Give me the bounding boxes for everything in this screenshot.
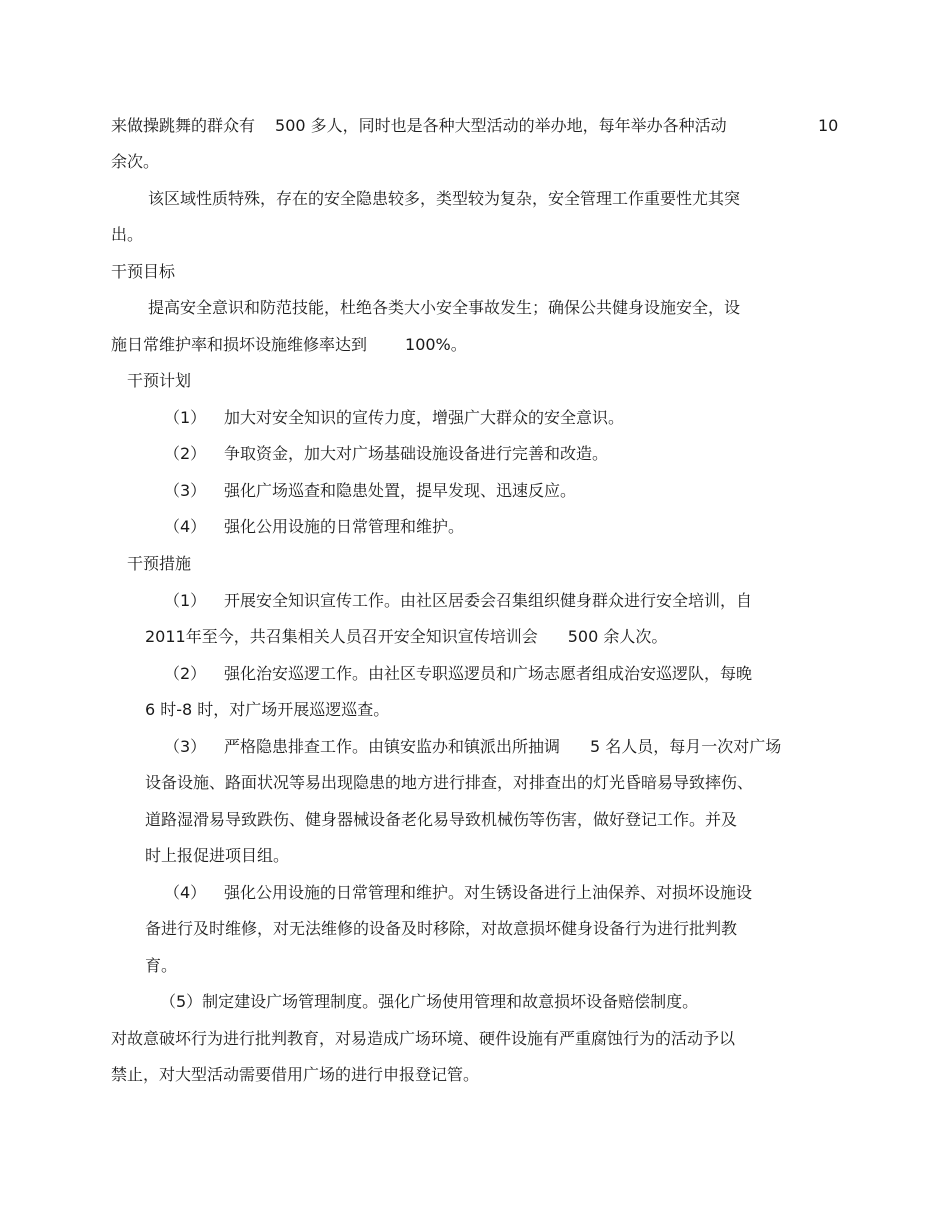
measure-text: 5 名人员，每月一次对广场 xyxy=(590,737,782,756)
measure-text: 500 余人次。 xyxy=(567,627,668,646)
measure-line: 时上报促进项目组。 xyxy=(145,846,290,865)
measure-line: 开展安全知识宣传工作。由社区居委会召集组织健身群众进行安全培训，自 xyxy=(224,591,753,610)
measure-text: 2011年至今，共召集相关人员召开安全知识宣传培训会 xyxy=(145,627,538,646)
intro-text: 500 多人，同时也是各种大型活动的举办地，每年举办各种活动 xyxy=(275,116,727,135)
intro-text: 来做操跳舞的群众有 xyxy=(111,116,256,135)
intro-line-2: 余次。 xyxy=(111,152,160,171)
measure-line xyxy=(224,737,781,757)
measure-num: （2） xyxy=(164,664,207,683)
measure-line: 强化公用设施的日常管理和维护。对生锈设备进行上油保养、对损坏设施设 xyxy=(224,883,753,902)
measures-heading: 干预措施 xyxy=(127,554,192,573)
measure-line: 道路湿滑易导致跌伤、健身器械设备老化易导致机械伤等伤害，做好登记工作。并及 xyxy=(145,810,738,829)
measure-line: （5）制定建设广场管理制度。强化广场使用管理和故意损坏设备赔偿制度。 xyxy=(160,992,699,1011)
plan-item-text: 争取资金，加大对广场基础设施设备进行完善和改造。 xyxy=(224,444,609,463)
plan-item-num: （1） xyxy=(164,408,207,427)
goal-heading: 干预目标 xyxy=(111,262,176,281)
goal-line-1: 提高安全意识和防范技能，杜绝各类大小安全事故发生；确保公共健身设施安全，设 xyxy=(148,298,741,317)
plan-item-text: 加大对安全知识的宣传力度，增强广大群众的安全意识。 xyxy=(224,408,625,427)
plan-item-num: （2） xyxy=(164,444,207,463)
plan-heading: 干预计划 xyxy=(127,371,192,390)
measure-text: 严格隐患排查工作。由镇安监办和镇派出所抽调 xyxy=(224,737,561,756)
measure-num: （1） xyxy=(164,591,207,610)
measure-line: 对故意破坏行为进行批判教育，对易造成广场环境、硬件设施有严重腐蚀行为的活动予以 xyxy=(111,1029,736,1048)
measure-line: 强化治安巡逻工作。由社区专职巡逻员和广场志愿者组成治安巡逻队，每晚 xyxy=(224,664,753,683)
plan-item-text: 强化广场巡查和隐患处置，提早发现、迅速反应。 xyxy=(224,481,577,500)
plan-item-num: （4） xyxy=(164,517,207,536)
measure-num: （3） xyxy=(164,737,207,756)
goal-line-2 xyxy=(111,335,467,355)
goal-percent: 100%。 xyxy=(405,335,467,354)
plan-item-num: （3） xyxy=(164,481,207,500)
measure-line: 备进行及时维修，对无法维修的设备及时移除，对故意损坏健身设备行为进行批判教 xyxy=(145,919,738,938)
intro-number: 10 xyxy=(818,116,839,135)
intro-line-3: 该区域性质特殊，存在的安全隐患较多，类型较为复杂，安全管理工作重要性尤其突 xyxy=(148,189,741,208)
measure-num: （4） xyxy=(164,883,207,902)
intro-line-1 xyxy=(111,116,727,136)
measure-line: 设备设施、路面状况等易出现隐患的地方进行排查，对排查出的灯光昏暗易导致摔伤、 xyxy=(145,773,754,792)
measure-line xyxy=(145,627,667,647)
plan-item-text: 强化公用设施的日常管理和维护。 xyxy=(224,517,465,536)
measure-line: 禁止，对大型活动需要借用广场的进行申报登记管。 xyxy=(111,1065,480,1084)
measure-line: 育。 xyxy=(145,956,178,975)
intro-line-1-end xyxy=(818,116,838,136)
intro-line-4: 出。 xyxy=(111,225,144,244)
measure-line: 6 时-8 时，对广场开展巡逻巡查。 xyxy=(145,700,390,719)
goal-text: 施日常维护率和损坏设施维修率达到 xyxy=(111,335,368,354)
